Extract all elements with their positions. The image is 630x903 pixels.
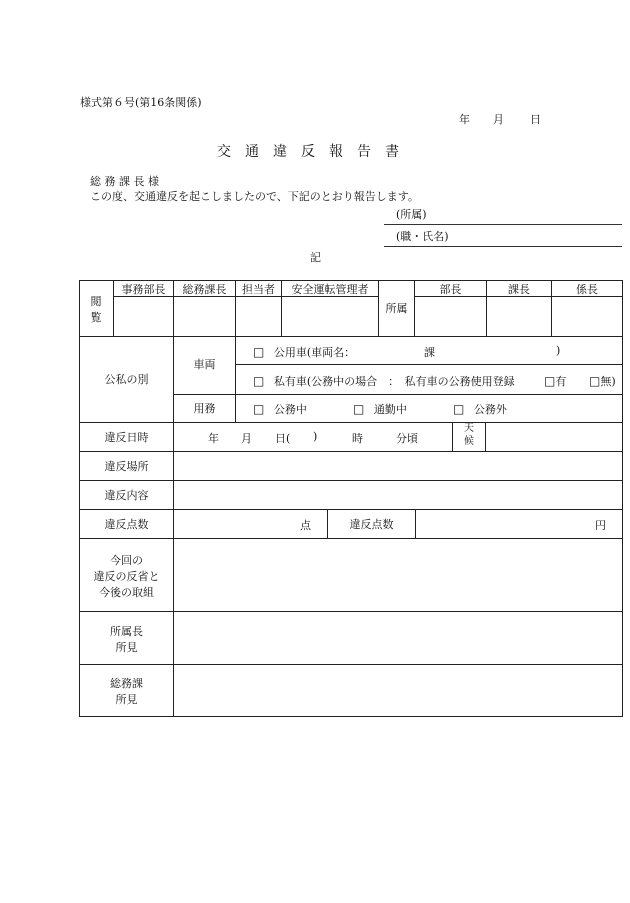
points-unit: 点 xyxy=(300,519,311,532)
points-label-2: 違反点数 xyxy=(349,518,394,531)
weather-label-line1: 天 xyxy=(464,423,474,434)
ki-label: 記 xyxy=(310,251,321,264)
stamp-jimu-bucho[interactable] xyxy=(114,297,173,336)
checkbox-public-vehicle[interactable]: □ xyxy=(253,345,265,359)
checkbox-private-no[interactable]: □ xyxy=(589,374,601,388)
duty-label: 用務 xyxy=(193,402,216,415)
points-label: 違反点数 xyxy=(104,518,149,531)
datetime-label: 違反日時 xyxy=(104,431,149,444)
duty-official-label: 公務中 xyxy=(273,403,307,416)
private-no-label: 無) xyxy=(600,375,616,388)
dt-year-label: 年 xyxy=(208,432,219,445)
dt-minute-label: 分頃 xyxy=(396,432,418,445)
header-bucho: 部長 xyxy=(439,283,462,296)
affiliation-field[interactable] xyxy=(384,204,622,225)
yen-unit: 円 xyxy=(595,519,606,532)
place-label: 違反場所 xyxy=(104,460,149,473)
date-month-label: 月 xyxy=(493,113,504,126)
duty-commute-label: 通勤中 xyxy=(373,403,407,416)
general-affairs-opinion-field[interactable] xyxy=(174,665,622,716)
public-vehicle-section: 課 xyxy=(424,346,435,359)
department-label: 所属 xyxy=(385,302,408,315)
header-kakaricho: 係長 xyxy=(576,283,598,296)
duty-option-official[interactable] xyxy=(253,401,307,417)
duty-option-private[interactable] xyxy=(453,401,507,417)
private-yes-option[interactable] xyxy=(544,373,566,389)
dt-day-close: ) xyxy=(313,430,318,443)
dept-head-opinion-field[interactable] xyxy=(174,612,622,664)
stamp-kacho[interactable] xyxy=(487,297,551,336)
checkbox-duty-official[interactable]: □ xyxy=(253,402,265,416)
public-vehicle-close: ) xyxy=(556,344,561,357)
stamp-tantosha[interactable] xyxy=(236,297,281,336)
reflection-field[interactable] xyxy=(174,539,622,611)
dt-day-label: 日( xyxy=(275,432,291,445)
general-affairs-line2: 所見 xyxy=(115,692,138,706)
checkbox-private-yes[interactable]: □ xyxy=(544,374,556,388)
checkbox-duty-private[interactable]: □ xyxy=(453,402,465,416)
category-label: 公私の別 xyxy=(104,373,149,386)
header-somu-kacho: 総務課長 xyxy=(182,283,227,296)
intro-text: この度、交通違反を起こしましたので、下記のとおり報告します。 xyxy=(90,190,419,203)
duty-option-commute[interactable] xyxy=(353,401,407,417)
private-yes-label: 有 xyxy=(555,375,567,388)
weather-label xyxy=(453,422,485,448)
dt-month-label: 月 xyxy=(241,432,252,445)
reflection-line1: 今回の xyxy=(110,554,143,567)
stamp-bucho[interactable] xyxy=(415,297,486,336)
date-day-label: 日 xyxy=(530,113,541,126)
place-field[interactable] xyxy=(174,452,622,480)
name-field[interactable] xyxy=(384,226,622,247)
reflection-line3: 今後の取組 xyxy=(99,585,154,599)
stamp-somu-kacho[interactable] xyxy=(174,297,235,336)
fine-field[interactable] xyxy=(416,510,622,538)
header-anzen-unten: 安全運転管理者 xyxy=(291,283,369,296)
general-affairs-opinion-label xyxy=(80,676,173,708)
header-tantosha: 担当者 xyxy=(242,283,275,296)
general-affairs-line1: 総務課 xyxy=(110,677,143,690)
weather-field[interactable] xyxy=(486,423,622,451)
approval-label-line1: 閲 xyxy=(90,295,102,308)
date-year-label: 年 xyxy=(459,113,470,126)
header-jimu-bucho: 事務部長 xyxy=(121,283,166,296)
public-vehicle-label: 公用車(車両名： xyxy=(273,346,356,359)
dept-head-opinion-label xyxy=(80,624,173,656)
private-vehicle-option[interactable] xyxy=(253,373,515,389)
dt-hour-label: 時 xyxy=(352,432,363,445)
reflection-line2: 違反の反省と xyxy=(93,569,160,583)
addressee: 総 務 課 長 様 xyxy=(90,175,159,188)
form-number: 様式第６号(第16条関係) xyxy=(80,96,202,109)
header-kacho: 課長 xyxy=(508,283,530,296)
dept-head-line1: 所属長 xyxy=(110,625,143,638)
page-title: 交 通 違 反 報 告 書 xyxy=(217,144,399,160)
approval-label-line2: 覧 xyxy=(90,311,102,324)
weather-label-line2: 候 xyxy=(464,436,474,447)
dept-head-line2: 所見 xyxy=(115,640,138,654)
reflection-label xyxy=(80,553,173,601)
stamp-kakaricho[interactable] xyxy=(552,297,622,336)
private-no-option[interactable] xyxy=(589,373,616,389)
duty-private-label: 公務外 xyxy=(473,403,507,416)
content-label: 違反内容 xyxy=(104,489,149,502)
vehicle-label: 車両 xyxy=(193,358,216,371)
content-field[interactable] xyxy=(174,481,622,509)
public-vehicle-option[interactable] xyxy=(253,344,355,360)
checkbox-private-vehicle[interactable]: □ xyxy=(253,374,265,388)
checkbox-duty-commute[interactable]: □ xyxy=(353,402,365,416)
private-vehicle-label: 私有車(公務中の場合 ： 私有車の公務使用登録 xyxy=(273,375,515,388)
stamp-anzen-unten[interactable] xyxy=(282,297,378,336)
affiliation-label: (所属) xyxy=(396,208,427,221)
name-label: (職・氏名) xyxy=(396,230,449,243)
